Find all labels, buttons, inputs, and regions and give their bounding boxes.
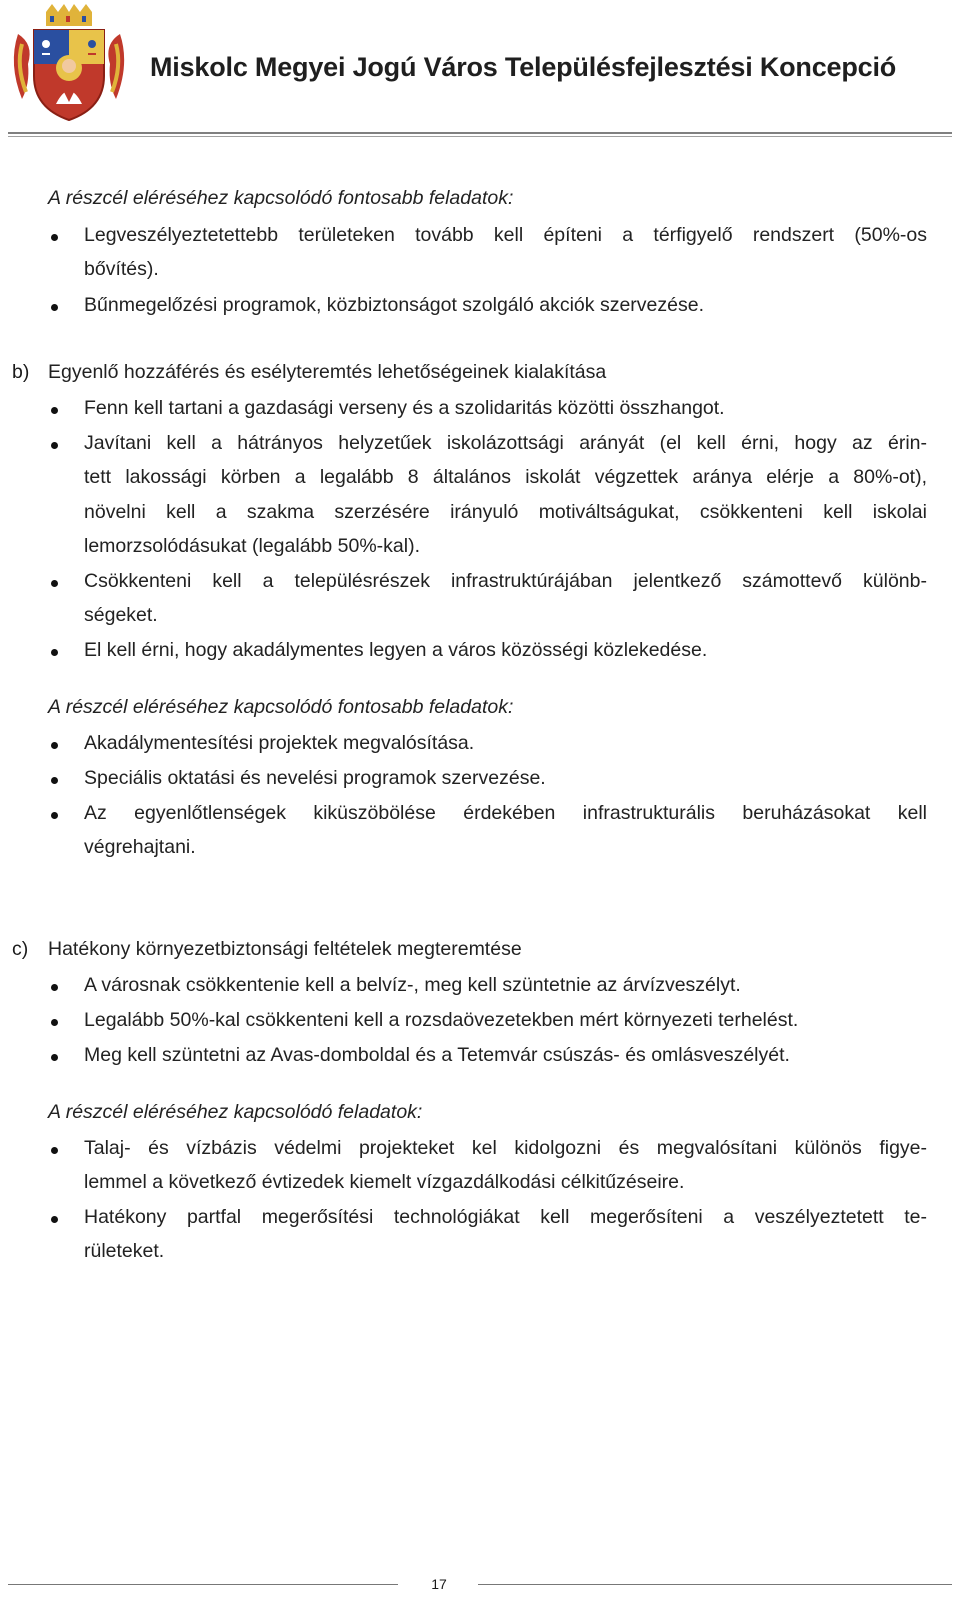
list-item: Fenn kell tartani a gazdasági verseny és a szolidaritás közötti összhangot. <box>84 397 725 419</box>
bullet-icon <box>51 984 58 991</box>
list-item: Hatékony partfal megerősítési technológiákat kell megerősíteni a veszélyeztetett te- <box>84 1206 927 1228</box>
header-divider-thin <box>8 136 952 137</box>
page-title: Miskolc Megyei Jogú Város Településfejlesztési Koncepció <box>150 52 897 82</box>
list-item: Legalább 50%-kal csökkenteni kell a rozsdaövezetekben mért környezeti terhelést. <box>84 1009 799 1031</box>
header-divider <box>8 132 952 134</box>
list-item-continued: végrehajtani. <box>84 836 196 858</box>
bullet-icon <box>51 812 58 819</box>
bullet-icon <box>51 442 58 449</box>
footer-divider-right <box>478 1584 952 1585</box>
bullet-icon <box>51 742 58 749</box>
list-item: Javítani kell a hátrányos helyzetűek iskolázottsági arányát (el kell érni, hogy az érin- <box>84 432 927 454</box>
tasks-heading: A részcél eléréséhez kapcsolódó feladatok: <box>48 1101 423 1123</box>
list-item-continued: lemorzsolódásukat (legalább 50%-kal). <box>84 535 421 557</box>
bullet-icon <box>51 407 58 414</box>
bullet-icon <box>51 1019 58 1026</box>
bullet-icon <box>51 1216 58 1223</box>
list-item: El kell érni, hogy akadálymentes legyen a város közösségi közlekedése. <box>84 639 708 661</box>
bullet-icon <box>51 304 58 311</box>
tasks-heading: A részcél eléréséhez kapcsolódó fontosabb feladatok: <box>48 187 514 209</box>
bullet-icon <box>51 580 58 587</box>
bullet-icon <box>51 1147 58 1154</box>
section-title-c: Hatékony környezetbiztonsági feltételek megteremtése <box>48 938 522 960</box>
list-item-continued: ségeket. <box>84 604 158 626</box>
list-item-continued: növelni kell a szakma szerzésére irányuló motiváltságukat, csökkenteni kell iskolai <box>84 501 927 523</box>
list-item: A városnak csökkentenie kell a belvíz-, meg kell szüntetnie az árvízveszélyt. <box>84 974 741 996</box>
list-item-continued: lemmel a következő évtizedek kiemelt vízgazdálkodási célkitűzéseire. <box>84 1171 685 1193</box>
list-item-continued: bővítés). <box>84 258 159 280</box>
list-item: Legveszélyeztetettebb területeken tovább kell építeni a térfigyelő rendszert (50%-os <box>84 224 927 246</box>
list-item: Talaj- és vízbázis védelmi projekteket kel kidolgozni és megvalósítani különös figye- <box>84 1137 927 1159</box>
page-number: 17 <box>431 1576 447 1592</box>
tasks-heading: A részcél eléréséhez kapcsolódó fontosabb feladatok: <box>48 696 514 718</box>
section-title-b: Egyenlő hozzáférés és esélyteremtés lehetőségeinek kialakítása <box>48 361 607 383</box>
list-item: Akadálymentesítési projektek megvalósítása. <box>84 732 475 754</box>
section-marker-b: b) <box>12 361 30 383</box>
bullet-icon <box>51 234 58 241</box>
page-header <box>0 0 960 140</box>
list-item: Speciális oktatási és nevelési programok szervezése. <box>84 767 546 789</box>
list-item-continued: rületeket. <box>84 1240 165 1262</box>
list-item-continued: tett lakossági körben a legalább 8 általános iskolát végzettek aránya elérje a 80%-ot), <box>84 466 927 488</box>
list-item: Csökkenteni kell a településrészek infrastruktúrájában jelentkező számottevő különb- <box>84 570 927 592</box>
bullet-icon <box>51 1054 58 1061</box>
footer-divider-left <box>8 1584 398 1585</box>
bullet-icon <box>51 649 58 656</box>
bullet-icon <box>51 777 58 784</box>
section-marker-c: c) <box>12 938 29 960</box>
list-item: Az egyenlőtlenségek kiküszöbölése érdekében infrastrukturális beruházásokat kell <box>84 802 927 824</box>
list-item: Bűnmegelőzési programok, közbiztonságot szolgáló akciók szervezése. <box>84 294 704 316</box>
list-item: Meg kell szüntetni az Avas-domboldal és a Tetemvár csúszás- és omlásveszélyét. <box>84 1044 790 1066</box>
coat-of-arms-icon <box>8 4 130 124</box>
